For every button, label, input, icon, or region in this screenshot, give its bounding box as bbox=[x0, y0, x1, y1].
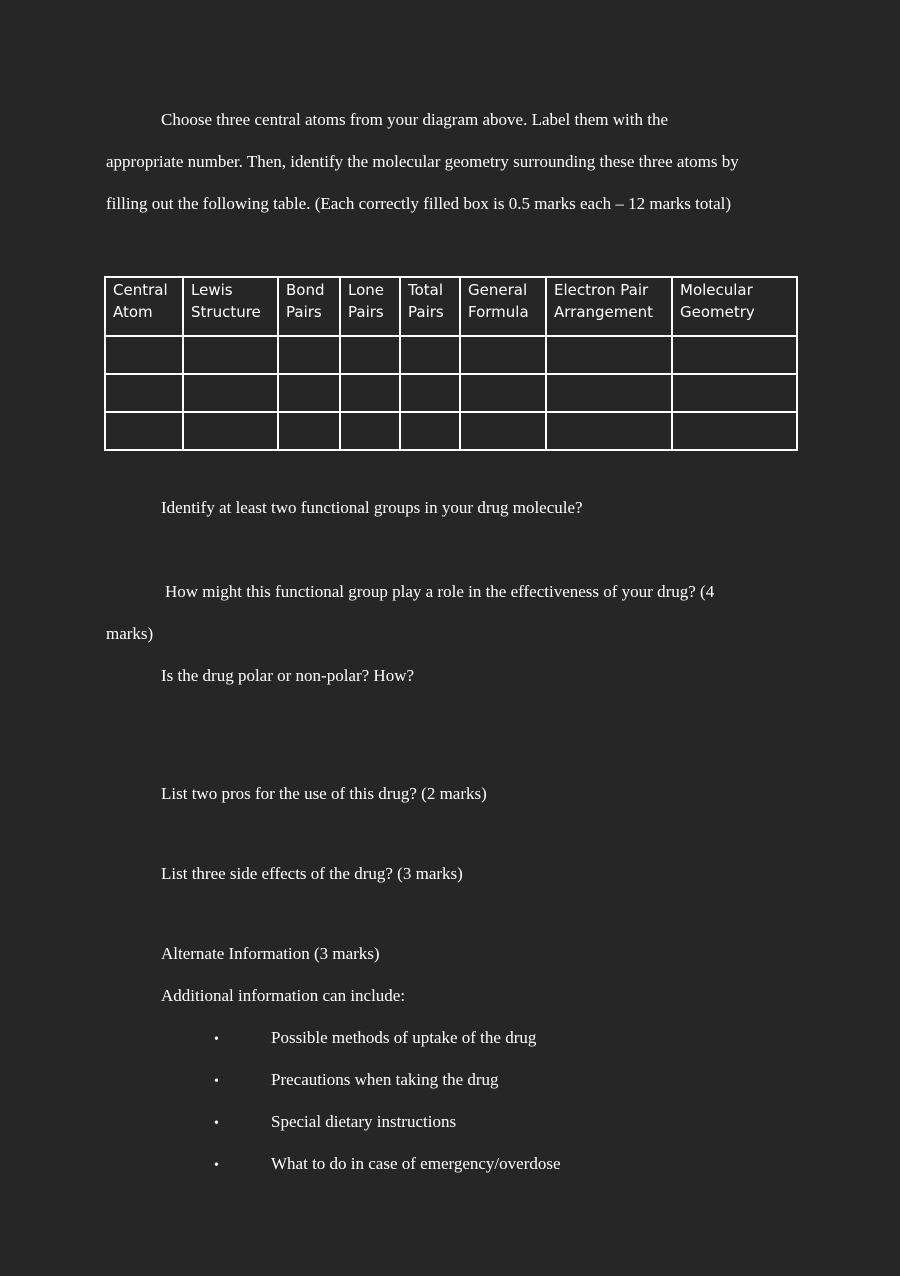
table-cell bbox=[400, 336, 460, 374]
bullet-item-precautions: Precautions when taking the drug bbox=[271, 1070, 499, 1089]
table-cell bbox=[105, 412, 183, 450]
table-cell bbox=[340, 374, 400, 412]
table-cell bbox=[183, 374, 278, 412]
question-polarity: Is the drug polar or non-polar? How? bbox=[161, 666, 415, 685]
bullet-item-dietary-instructions: Special dietary instructions bbox=[271, 1112, 457, 1131]
bullet-marker: • bbox=[214, 1158, 219, 1173]
table-cell bbox=[278, 412, 340, 450]
header-total-pairs: Total Pairs bbox=[400, 277, 460, 336]
table-cell bbox=[105, 336, 183, 374]
table-cell bbox=[546, 412, 672, 450]
table-cell bbox=[460, 336, 546, 374]
table-cell bbox=[460, 374, 546, 412]
header-bond-pairs: Bond Pairs bbox=[278, 277, 340, 336]
table-row bbox=[105, 412, 797, 450]
bullet-marker: • bbox=[214, 1074, 219, 1089]
table-cell bbox=[183, 412, 278, 450]
table-row bbox=[105, 336, 797, 374]
table-cell bbox=[340, 412, 400, 450]
header-central-atom: Central Atom bbox=[105, 277, 183, 336]
bullet-item-emergency: What to do in case of emergency/overdose bbox=[271, 1154, 561, 1173]
table-cell bbox=[278, 374, 340, 412]
table-cell bbox=[340, 336, 400, 374]
question-role-line-1: How might this functional group play a role in the effectiveness of your drug? (4 bbox=[165, 582, 715, 601]
header-lewis-structure: Lewis Structure bbox=[183, 277, 278, 336]
table-cell bbox=[672, 374, 797, 412]
intro-line-1: Choose three central atoms from your diagram above. Label them with the bbox=[161, 110, 669, 129]
bullet-item-uptake-methods: Possible methods of uptake of the drug bbox=[271, 1028, 537, 1047]
table-row bbox=[105, 374, 797, 412]
intro-line-2: appropriate number. Then, identify the molecular geometry surrounding these three atoms by bbox=[106, 152, 739, 171]
header-molecular-geometry: Molecular Geometry bbox=[672, 277, 797, 336]
table-header-row bbox=[105, 277, 797, 336]
header-lone-pairs: Lone Pairs bbox=[340, 277, 400, 336]
intro-line-3: filling out the following table. (Each correctly filled box is 0.5 marks each – 12 marks total) bbox=[106, 194, 732, 213]
molecular-geometry-table bbox=[104, 276, 798, 451]
question-pros: List two pros for the use of this drug? (2 marks) bbox=[161, 784, 487, 803]
question-side-effects: List three side effects of the drug? (3 marks) bbox=[161, 864, 463, 883]
question-functional-groups: Identify at least two functional groups in your drug molecule? bbox=[161, 498, 583, 517]
table-cell bbox=[183, 336, 278, 374]
additional-information-intro: Additional information can include: bbox=[161, 986, 406, 1005]
table-cell bbox=[278, 336, 340, 374]
table-cell bbox=[546, 374, 672, 412]
table-cell bbox=[105, 374, 183, 412]
question-role-line-2: marks) bbox=[106, 624, 154, 643]
bullet-marker: • bbox=[214, 1032, 219, 1047]
table-cell bbox=[546, 336, 672, 374]
table-cell bbox=[400, 374, 460, 412]
table-cell bbox=[400, 412, 460, 450]
bullet-marker: • bbox=[214, 1116, 219, 1131]
table-cell bbox=[672, 412, 797, 450]
table-cell bbox=[672, 336, 797, 374]
table-cell bbox=[460, 412, 546, 450]
header-electron-pair-arrangement: Electron Pair Arrangement bbox=[546, 277, 672, 336]
heading-alternate-information: Alternate Information (3 marks) bbox=[161, 944, 380, 963]
header-general-formula: General Formula bbox=[460, 277, 546, 336]
